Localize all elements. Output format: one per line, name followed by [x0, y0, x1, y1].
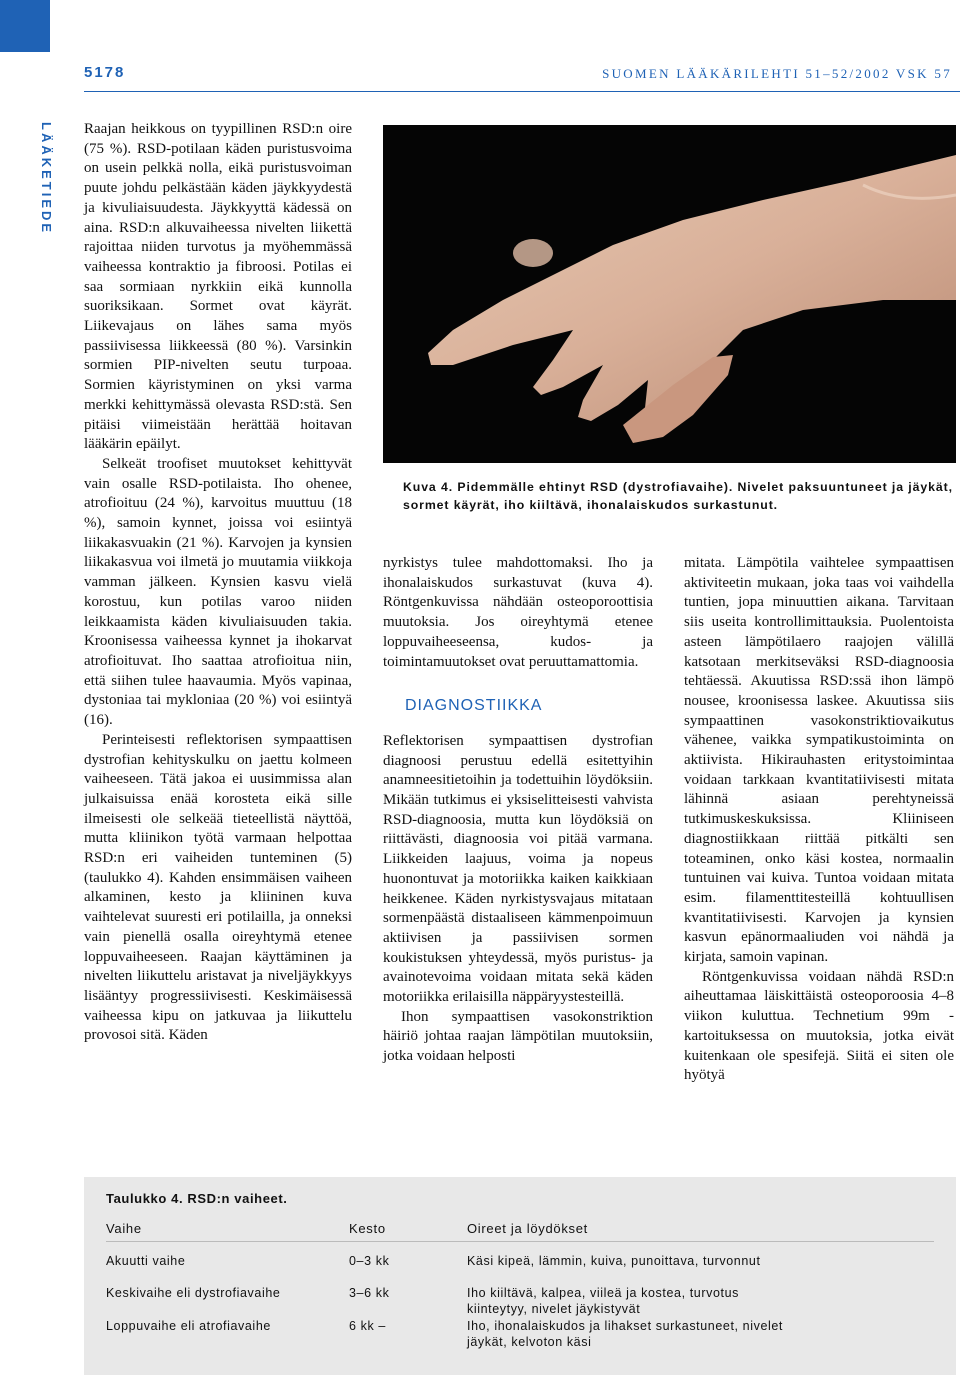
table-cell: Iho kiiltävä, kalpea, viileä ja kostea, turvotus kiinteytyy, nivelet jäykistyvät — [467, 1286, 739, 1316]
column-1 — [84, 120, 352, 1046]
paragraph: nyrkistys tulee mahdottomaksi. Iho ja ihonalaiskudos surkastuvat (kuva 4). Röntgenkuvissa nähdään osteoporoottisia muutoksia. Jos oireyhtymä etenee loppuvaiheeseensa, kudos- ja toimintamuutokset ovat peruuttamattomia. — [383, 555, 653, 670]
hand-photo — [383, 125, 956, 463]
paragraph: Ihon sympaattisen vasokonstriktion häiriö johtaa raajan lämpötilan muutoksiin, jotka voidaan helposti — [383, 1008, 653, 1065]
table-title: Taulukko 4. RSD:n vaiheet. — [106, 1191, 288, 1206]
table-cell: Loppuvaihe eli atrofiavaihe — [106, 1319, 271, 1333]
header-rule — [84, 91, 960, 92]
table-cell: 3–6 kk — [349, 1286, 390, 1300]
paragraph: Selkeät troofiset muutokset kehittyvät vain osalle RSD-potilaista. Iho ohenee, atrofioituu (24 %), karvoitus muuttuu (18 %), samoin kynnet, joissa voi esiintyä liikakasvuakin (21 %). Karvojen ja kynsien liikakasvua voi ilmetä jo muutamia viikkoja vamman jälkeen. Kynsien kasvu vielä korostuu, kun potilas varoo niiden leikkaamista käden kivuliaisuuden takia. Kroonisessa vaiheessa kynnet ja ihokarvat atrofioituvat. Iho saattaa atrofioitua niin, että siihen tulee haavaumia. Myös vapinaa, dystoniaa tai mykloniaa (20 %) voi esiintyä (16). — [84, 455, 352, 729]
paragraph: Röntgenkuvissa voidaan nähdä RSD:n aiheuttamaa läiskittäistä osteoporoosia 4–8 viikon kuluttua. Technetium 99m -kartoituksessa on muutoksia, jotka eivät kuitenkaan ole spesifejä. Siitä ei siten ole hyötyä — [684, 968, 954, 1084]
section-label: LÄÄKETIEDE — [39, 122, 54, 236]
table-cell: Keskivaihe eli dystrofiavaihe — [106, 1286, 281, 1300]
page-number: 5178 — [84, 64, 126, 81]
figure-caption: Kuva 4. Pidemmälle ehtinyt RSD (dystrofiavaihe). Nivelet paksuuntuneet ja jäykät, sormet käyrät, iho kiiltävä, ihonalaiskudos surkastunut. — [403, 480, 953, 512]
section-heading: DIAGNOSTIIKKA — [405, 697, 543, 715]
column-3 — [684, 554, 954, 1086]
table-cell: Akuutti vaihe — [106, 1254, 186, 1268]
table-cell: 6 kk – — [349, 1319, 386, 1333]
paragraph: Perinteisesti reflektorisen sympaattisen dystrofian kehityskulku on jaettu kolmeen vaiheeseen. Tätä jakoa ei uusimmissa alan julkaisuissa enää korosteta eikä sille ilmeisesti ole selkeää tieteellistä näyttöä, mutta kliinikon työtä varmaan helpottaa RSD:n eri vaiheiden tunteminen (5) (taulukko 4). Kahden ensimmäisen vaiheen alkaminen, kesto ja kliininen kuva vaihtelevat suuresti eri potilailla, ja onneksi vain pienellä osalla oireyhtymä etenee loppuvaiheeseen. Raajan käyttäminen ja nivelten liikuttelu aristavat ja niveljäykkyys lisääntyy progressiivisesti. Keskimäisessä vaiheessa kipu on jatkuvaa ja liikuttelu provosoi sitä. Käden — [84, 731, 352, 1044]
corner-block — [0, 0, 50, 52]
table-header: Kesto — [349, 1221, 386, 1236]
table-header: Vaihe — [106, 1221, 142, 1236]
phases-table — [84, 1177, 956, 1375]
table-header: Oireet ja löydökset — [467, 1221, 588, 1236]
table-cell: Käsi kipeä, lämmin, kuiva, punoittava, turvonnut — [467, 1254, 761, 1268]
table-cell: Iho, ihonalaiskudos ja lihakset surkastuneet, nivelet jäykät, kelvoton käsi — [467, 1319, 783, 1349]
column-2 — [383, 554, 653, 1067]
journal-header: SUOMEN LÄÄKÄRILEHTI 51–52/2002 VSK 57 — [602, 66, 952, 81]
paragraph: Raajan heikkous on tyypillinen RSD:n oire (75 %). RSD-potilaan käden puristusvoima on usein pelkkä nolla, eikä puristusvoiman puute johdu pelkästään käden jäykkyydestä ja kivuliaisuudesta. Jäykkyyttä kädessä on aina. RSD:n alkuvaiheessa nivelten liikettä rajoittaa niiden turvotus ja myöhemmässä vaiheessa kontraktio ja fibroosi. Potilas ei saa sormiaan nyrkkiin eikä kunnolla suoriksikaan. Sormet ovat käyrät. Liikevajaus on lähes sama myös passiivisessa liikkeessä (80 %). Varsinkin sormien PIP-nivelten seutu turpoaa. Sormien käyristyminen on yksi varma merkki kehittymässä olevasta RSD:stä. Sen pitäisi viimeistään herättää hoitavan lääkärin epäilyt. — [84, 121, 352, 453]
table-divider — [106, 1241, 934, 1242]
paragraph: mitata. Lämpötila vaihtelee sympaattisen aktiviteetin mukaan, joka taas voi vaihdella tuntien, jopa minuuttien aikana. Tarvitaan siis useita kontrollimittauksia. Puolentoista asteen lämpötilaero raajojen välillä katsotaan merkitseväksi RSD-diagnoosia tehtäessä. Akuutissa RSD:ssä ihon lämpö nousee, kroonisessa laskee. Akuutissa siis sympaattinen vasokonstriktiovaikutus vähenee, vaikka sympatikustoiminta on aktiivista. Hikirauhasten eritystoimintaa voidaan tarkkaan kvantitatiivisesti mitata lähinnä asiaan perehtyneissä tutkimuskeskuksissa. Kliiniseen diagnostiikkaan riittää pitkälti sen toteaminen, onko käsi kostea, normaalin tuntuinen vai kuiva. Tuntoa voidaan mitata esim. filamenttitesteillä kohtuullisen kvantitatiivisesti. Karvojen ja kynsien kasvun epänormaaliuden voi nähdä ja kirjata, samoin vapinan. — [684, 555, 954, 966]
table-cell: 0–3 kk — [349, 1254, 390, 1268]
paragraph: Reflektorisen sympaattisen dystrofian diagnoosi perustuu edellä esitettyihin anamneesitietoihin ja todettuihin löydöksiin. Mikään tutkimus ei yksiselitteisesti vahvista RSD-diagnoosia, mutta kun löydöksiä on riittävästi, diagnoosia voi pitää varmana. Liikkeiden laajuus, voima ja nopeus huonontuvat ja motoriikka kaiken kaikkiaan heikkenee. Käden nyrkistysvajaus mitataan sormenpäästä distaaliseen kämmenpoimuun aktiivisen ja passiivisen sormen koukistuksen yhteydessä, myös puristus- ja avainotevoima voidaan mitata sekä käden motoriikka erilaisilla näppäryystesteillä. — [383, 732, 653, 1006]
